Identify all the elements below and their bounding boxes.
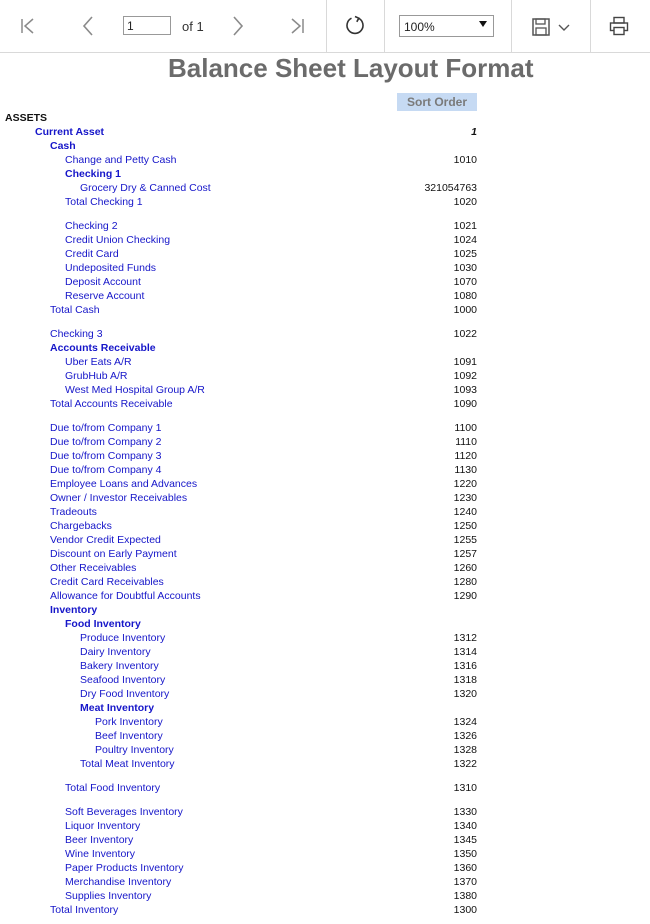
printer-icon — [609, 16, 629, 36]
report-row — [0, 463, 650, 477]
sort-order-value: 1024 — [453, 234, 477, 246]
account-label[interactable]: Deposit Account — [65, 276, 141, 288]
report-row — [0, 341, 650, 355]
sort-order-value: 1350 — [453, 848, 477, 860]
account-label[interactable]: Change and Petty Cash — [65, 154, 177, 166]
report-row — [0, 533, 650, 547]
toolbar-divider — [326, 0, 327, 52]
report-row — [0, 875, 650, 889]
account-label[interactable]: Food Inventory — [65, 618, 141, 630]
account-label[interactable]: Owner / Investor Receivables — [50, 492, 188, 504]
report-row — [0, 805, 650, 819]
report-row — [0, 757, 650, 771]
account-label[interactable]: Accounts Receivable — [50, 342, 156, 354]
report-row — [0, 715, 650, 729]
account-label[interactable]: Due to/from Company 1 — [50, 422, 162, 434]
print-button[interactable] — [607, 14, 631, 38]
account-label[interactable]: Tradeouts — [50, 506, 97, 518]
sort-order-value: 1080 — [453, 290, 477, 302]
sort-order-value: 1020 — [453, 196, 477, 208]
account-label[interactable]: Merchandise Inventory — [65, 876, 172, 888]
report-row — [0, 397, 650, 411]
report-row — [0, 233, 650, 247]
account-label[interactable]: Allowance for Doubtful Accounts — [50, 590, 201, 602]
sort-order-value: 321054763 — [424, 182, 477, 194]
account-label[interactable]: Supplies Inventory — [65, 890, 152, 902]
export-button[interactable] — [528, 14, 574, 40]
report-row — [0, 575, 650, 589]
report-row — [0, 303, 650, 317]
last-page-icon — [289, 17, 305, 35]
report-row — [0, 505, 650, 519]
sort-order-value: 1300 — [453, 904, 477, 916]
save-icon — [531, 17, 551, 37]
sort-order-value: 1322 — [453, 758, 477, 770]
sort-order-value: 1250 — [453, 520, 477, 532]
report-row — [0, 327, 650, 341]
toolbar-divider — [511, 0, 512, 52]
account-label[interactable]: Pork Inventory — [95, 716, 163, 728]
dropdown-arrow-icon — [479, 21, 487, 27]
report-row — [0, 673, 650, 687]
next-page-button[interactable] — [228, 14, 248, 38]
sort-order-value: 1030 — [453, 262, 477, 274]
sort-order-value: 1312 — [453, 632, 477, 644]
sort-order-value: 1240 — [453, 506, 477, 518]
sort-order-value: 1314 — [453, 646, 477, 658]
report-row — [0, 111, 650, 125]
report-row — [0, 589, 650, 603]
report-row — [0, 369, 650, 383]
account-label[interactable]: Checking 3 — [50, 328, 103, 340]
account-label[interactable]: Current Asset — [35, 126, 105, 138]
account-label[interactable]: Total Accounts Receivable — [50, 398, 173, 410]
account-label[interactable]: Bakery Inventory — [80, 660, 159, 672]
account-label[interactable]: Meat Inventory — [80, 702, 155, 714]
sort-order-value: 1380 — [453, 890, 477, 902]
sort-order-value: 1093 — [453, 384, 477, 396]
sort-order-value: 1091 — [453, 356, 477, 368]
sort-order-value: 1316 — [453, 660, 477, 672]
sort-order-value: 1092 — [453, 370, 477, 382]
account-label[interactable]: Credit Card — [65, 248, 119, 260]
sort-order-value: 1370 — [453, 876, 477, 888]
account-label[interactable]: Due to/from Company 3 — [50, 450, 162, 462]
refresh-icon — [344, 15, 366, 37]
refresh-button[interactable] — [343, 14, 367, 38]
report-row — [0, 701, 650, 715]
first-page-icon — [20, 17, 36, 35]
report-row — [0, 743, 650, 757]
sort-order-value: 1320 — [453, 688, 477, 700]
sort-order-value: 1340 — [453, 820, 477, 832]
chevron-down-icon — [557, 20, 571, 34]
account-label[interactable]: Total Meat Inventory — [80, 758, 175, 770]
account-label[interactable]: ASSETS — [5, 112, 48, 124]
report-row — [0, 289, 650, 303]
account-label[interactable]: Soft Beverages Inventory — [65, 806, 183, 818]
report-row — [0, 889, 650, 903]
report-row — [0, 219, 650, 233]
account-label[interactable]: Poultry Inventory — [95, 744, 174, 756]
account-label[interactable]: Cash — [50, 140, 76, 152]
report-row — [0, 833, 650, 847]
sort-order-value: 1090 — [453, 398, 477, 410]
report-row — [0, 477, 650, 491]
report-row — [0, 847, 650, 861]
report-row — [0, 181, 650, 195]
page-number-input[interactable] — [123, 16, 171, 35]
sort-order-value: 1255 — [453, 534, 477, 546]
report-row — [0, 125, 650, 139]
sort-order-value: 1120 — [454, 450, 477, 462]
account-label[interactable]: Other Receivables — [50, 562, 137, 574]
account-label[interactable]: Employee Loans and Advances — [50, 478, 198, 490]
account-label[interactable]: Due to/from Company 4 — [50, 464, 162, 476]
last-page-button[interactable] — [287, 16, 307, 36]
sort-order-value: 1 — [471, 126, 477, 138]
zoom-value: 100% — [404, 20, 435, 34]
account-label[interactable]: Reserve Account — [65, 290, 145, 302]
account-label[interactable]: Checking 1 — [65, 168, 122, 180]
report-viewer-toolbar — [0, 0, 650, 53]
toolbar-divider — [590, 0, 591, 52]
report-row — [0, 167, 650, 181]
report-row — [0, 491, 650, 505]
account-label[interactable]: Uber Eats A/R — [65, 356, 132, 368]
account-label[interactable]: Beef Inventory — [95, 730, 163, 742]
sort-order-value: 1345 — [453, 834, 477, 846]
report-row — [0, 659, 650, 673]
previous-page-button[interactable] — [78, 14, 98, 38]
account-label[interactable]: Total Cash — [50, 304, 100, 316]
page-count-label: of 1 — [182, 19, 204, 34]
sort-order-value: 1220 — [453, 478, 477, 490]
account-label[interactable]: Undeposited Funds — [65, 262, 157, 274]
sort-order-value: 1260 — [453, 562, 477, 574]
account-label[interactable]: Inventory — [50, 604, 98, 616]
chevron-left-icon — [81, 15, 95, 37]
sort-order-value: 1360 — [453, 862, 477, 874]
report-row — [0, 355, 650, 369]
sort-order-column-header[interactable]: Sort Order — [397, 93, 477, 111]
account-label[interactable]: Dairy Inventory — [80, 646, 151, 658]
account-label[interactable]: Total Inventory — [50, 904, 119, 916]
sort-order-value: 1130 — [454, 464, 477, 476]
first-page-button[interactable] — [18, 16, 38, 36]
sort-order-value: 1257 — [453, 548, 477, 560]
report-row — [0, 435, 650, 449]
sort-order-value: 1310 — [453, 782, 477, 794]
sort-order-value: 1025 — [453, 248, 477, 260]
report-row — [0, 819, 650, 833]
sort-order-value: 1022 — [453, 328, 477, 340]
report-row — [0, 139, 650, 153]
report-page — [0, 52, 650, 924]
report-row — [0, 861, 650, 875]
report-row — [0, 383, 650, 397]
report-row — [0, 519, 650, 533]
sort-order-value: 1326 — [453, 730, 477, 742]
account-label[interactable]: Produce Inventory — [80, 632, 166, 644]
report-row — [0, 247, 650, 261]
toolbar-divider — [384, 0, 385, 52]
account-label[interactable]: Discount on Early Payment — [50, 548, 177, 560]
sort-order-value: 1110 — [455, 436, 477, 448]
report-row — [0, 449, 650, 463]
account-label[interactable]: Checking 2 — [65, 220, 118, 232]
chevron-right-icon — [231, 15, 245, 37]
sort-order-value: 1230 — [453, 492, 477, 504]
account-label[interactable]: Seafood Inventory — [80, 674, 166, 686]
report-title: Balance Sheet Layout Format — [168, 53, 534, 83]
account-label[interactable]: Paper Products Inventory — [65, 862, 184, 874]
account-label[interactable]: Vendor Credit Expected — [50, 534, 161, 546]
account-label[interactable]: Chargebacks — [50, 520, 112, 532]
account-label[interactable]: Due to/from Company 2 — [50, 436, 162, 448]
account-label[interactable]: Dry Food Inventory — [80, 688, 170, 700]
sort-order-value: 1324 — [453, 716, 477, 728]
account-label[interactable]: Grocery Dry & Canned Cost — [80, 182, 211, 194]
sort-order-value: 1010 — [453, 154, 477, 166]
account-label[interactable]: Beer Inventory — [65, 834, 134, 846]
sort-order-value: 1318 — [453, 674, 477, 686]
account-label[interactable]: Total Food Inventory — [65, 782, 161, 794]
zoom-select[interactable] — [399, 15, 494, 37]
account-label[interactable]: West Med Hospital Group A/R — [65, 384, 205, 396]
account-label[interactable]: GrubHub A/R — [65, 370, 128, 382]
account-label[interactable]: Credit Union Checking — [65, 234, 171, 246]
report-row — [0, 421, 650, 435]
report-row — [0, 153, 650, 167]
sort-order-value: 1100 — [454, 422, 477, 434]
report-row — [0, 547, 650, 561]
report-row — [0, 631, 650, 645]
sort-order-value: 1290 — [453, 590, 477, 602]
sort-order-value: 1330 — [453, 806, 477, 818]
sort-order-value: 1070 — [453, 276, 477, 288]
account-label[interactable]: Liquor Inventory — [65, 820, 141, 832]
report-row — [0, 645, 650, 659]
report-row — [0, 195, 650, 209]
sort-order-value: 1328 — [453, 744, 477, 756]
report-row — [0, 903, 650, 917]
account-label[interactable]: Total Checking 1 — [65, 196, 143, 208]
report-row — [0, 261, 650, 275]
report-row — [0, 275, 650, 289]
report-row — [0, 729, 650, 743]
report-row — [0, 561, 650, 575]
report-row — [0, 687, 650, 701]
sort-order-value: 1280 — [453, 576, 477, 588]
sort-order-value: 1021 — [453, 220, 477, 232]
sort-order-value: 1000 — [453, 304, 477, 316]
report-row — [0, 781, 650, 795]
account-label[interactable]: Credit Card Receivables — [50, 576, 164, 588]
account-label[interactable]: Wine Inventory — [65, 848, 136, 860]
report-row — [0, 617, 650, 631]
report-row — [0, 603, 650, 617]
